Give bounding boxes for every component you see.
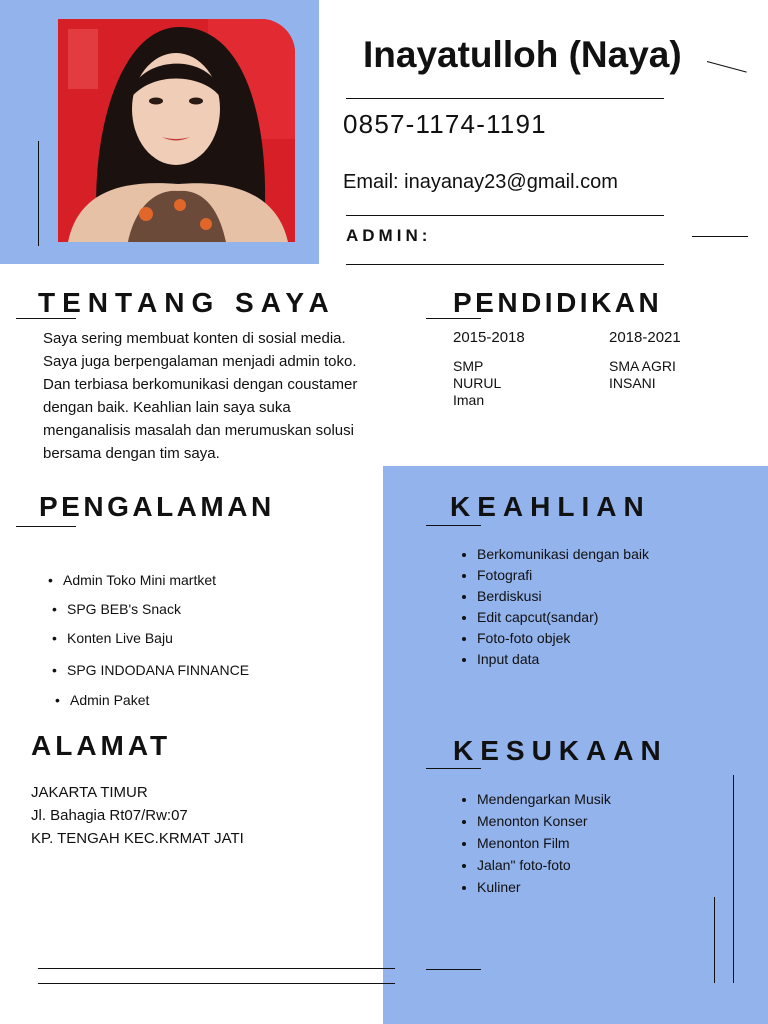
- education-school: SMP NURUL Iman: [453, 358, 502, 408]
- education-years: 2018-2021: [609, 329, 681, 346]
- divider-line: [714, 897, 715, 983]
- hobbies-heading: KESUKAAN: [453, 735, 668, 766]
- address-heading: ALAMAT: [31, 730, 172, 761]
- profile-phone: 0857-1174-1191: [343, 109, 547, 139]
- list-item: • Foto-foto objek: [477, 628, 649, 649]
- list-item: • Fotografi: [477, 565, 649, 586]
- address-line: Jl. Bahagia Rt07/Rw:07: [31, 807, 188, 824]
- about-text: Saya sering membuat konten di sosial media. Saya juga berpengalaman menjadi admin toko. Dan terbiasa berkomunikasi dengan coustamer dengan baik. Keahlian lain saya suka menganalisis masalah dan merumuskan solusi bersama dengan tim saya.: [43, 330, 358, 462]
- list-item: • Menonton Konser: [477, 810, 611, 832]
- list-item: • Konten Live Baju: [67, 630, 173, 646]
- about-heading: TENTANG SAYA: [38, 287, 336, 318]
- divider-line: [692, 236, 748, 237]
- profile-photo: [58, 19, 295, 242]
- list-item: • Admin Toko Mini martket: [63, 572, 216, 588]
- list-item: • SPG INDODANA FINNANCE: [67, 662, 249, 678]
- list-item: • Mendengarkan Musik: [477, 788, 611, 810]
- list-item: • Input data: [477, 649, 649, 670]
- list-item: • Kuliner: [477, 876, 611, 898]
- divider-line: [38, 141, 39, 246]
- skills-heading: KEAHLIAN: [450, 491, 651, 522]
- divider-line: [38, 968, 395, 969]
- profile-email: Email: inayanay23@gmail.com: [343, 171, 618, 193]
- education-heading: PENDIDIKAN: [453, 287, 663, 318]
- address-line: KP. TENGAH KEC.KRMAT JATI: [31, 830, 244, 847]
- divider-line: [426, 768, 481, 769]
- profile-role: ADMIN:: [346, 226, 432, 245]
- experience-heading: PENGALAMAN: [39, 491, 275, 522]
- education-years: 2015-2018: [453, 329, 525, 346]
- list-item: • Admin Paket: [70, 692, 149, 708]
- divider-line: [733, 775, 734, 983]
- profile-name: Inayatulloh (Naya): [363, 34, 682, 75]
- list-item: • SPG BEB's Snack: [67, 601, 181, 617]
- address-block: [31, 781, 244, 850]
- divider-line: [16, 526, 76, 527]
- list-item: • Berdiskusi: [477, 586, 649, 607]
- list-item: • Jalan" foto-foto: [477, 854, 611, 876]
- skills-list: [453, 544, 649, 670]
- divider-line: [707, 61, 747, 73]
- education-school: SMA AGRI INSANI: [609, 358, 676, 391]
- divider-line: [426, 525, 481, 526]
- divider-line: [346, 264, 664, 265]
- divider-line: [426, 969, 481, 970]
- hobbies-list: [453, 788, 611, 898]
- divider-line: [38, 983, 395, 984]
- address-line: JAKARTA TIMUR: [31, 784, 148, 801]
- list-item: • Menonton Film: [477, 832, 611, 854]
- divider-line: [346, 215, 664, 216]
- list-item: • Berkomunikasi dengan baik: [477, 544, 649, 565]
- divider-line: [346, 98, 664, 99]
- list-item: • Edit capcut(sandar): [477, 607, 649, 628]
